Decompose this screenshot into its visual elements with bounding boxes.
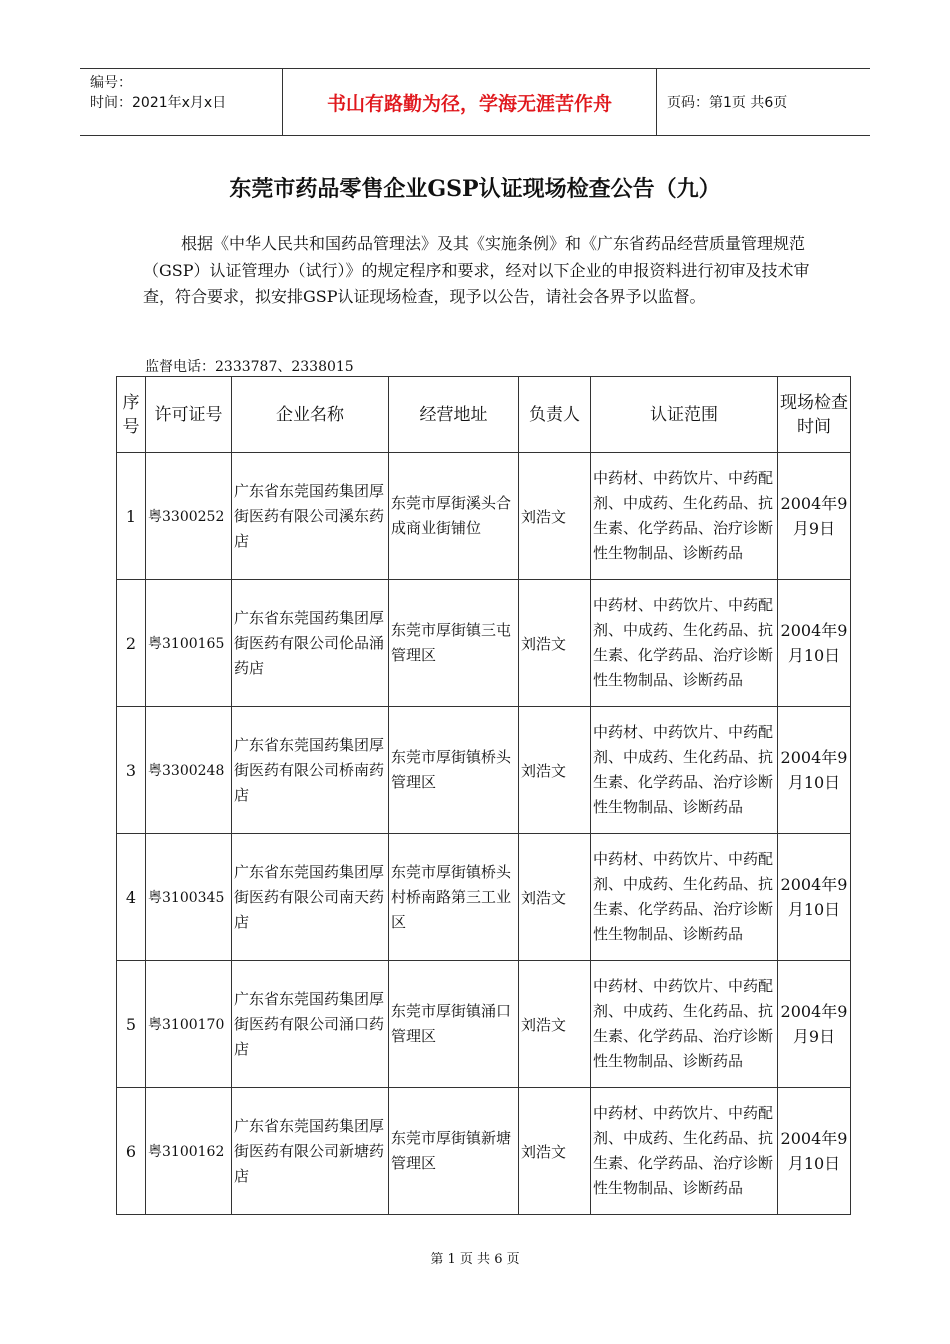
- row-license: 粤3300252: [146, 453, 232, 580]
- row-address: 东莞市厚街镇涌口管理区: [389, 961, 519, 1088]
- row-address: 东莞市厚街镇新塘管理区: [389, 1088, 519, 1215]
- page-footer: 第 1 页 共 6 页: [430, 1252, 520, 1267]
- table-row: [117, 453, 851, 580]
- row-address: 东莞市厚街镇三屯管理区: [389, 580, 519, 707]
- inspection-table: [116, 376, 851, 1215]
- document-header: [80, 68, 870, 136]
- row-person: 刘浩文: [519, 580, 591, 707]
- document-title: 东莞市药品零售企业GSP认证现场检查公告（九）: [229, 176, 721, 202]
- table-row: [117, 1088, 851, 1215]
- row-person: 刘浩文: [519, 1088, 591, 1215]
- row-license: 粤3100170: [146, 961, 232, 1088]
- header-meta: [80, 69, 282, 135]
- col-header-date: 现场检查时间: [778, 377, 851, 453]
- row-no: 1: [117, 453, 146, 580]
- row-date: 2004年9月10日: [778, 580, 851, 707]
- intro-text: 根据《中华人民共和国药品管理法》及其《实施条例》和《广东省药品经营质量管理规范（GSP）认证管理办（试行）》的规定程序和要求，经对以下企业的申报资料进行初审及技术审查，符合要求，拟安排GSP认证现场检查，现予以公告，请社会各界予以监督。: [143, 234, 810, 306]
- col-header-scope: 认证范围: [591, 377, 778, 453]
- row-no: 2: [117, 580, 146, 707]
- intro-paragraph: [143, 231, 815, 311]
- row-scope: 中药材、中药饮片、中药配剂、中成药、生化药品、抗生素、化学药品、治疗诊断性生物制品、诊断药品: [591, 1088, 778, 1215]
- row-person: 刘浩文: [519, 961, 591, 1088]
- row-scope: 中药材、中药饮片、中药配剂、中成药、生化药品、抗生素、化学药品、治疗诊断性生物制品、诊断药品: [591, 707, 778, 834]
- row-scope: 中药材、中药饮片、中药配剂、中成药、生化药品、抗生素、化学药品、治疗诊断性生物制品、诊断药品: [591, 453, 778, 580]
- row-name: 广东省东莞国药集团厚街医药有限公司溪东药店: [232, 453, 389, 580]
- date-label: 时间：2021年x月x日: [90, 95, 227, 111]
- row-person: 刘浩文: [519, 453, 591, 580]
- table-row: [117, 580, 851, 707]
- row-date: 2004年9月9日: [778, 453, 851, 580]
- row-license: 粤3300248: [146, 707, 232, 834]
- col-header-person: 负责人: [519, 377, 591, 453]
- table-row: [117, 707, 851, 834]
- row-person: 刘浩文: [519, 834, 591, 961]
- row-no: 6: [117, 1088, 146, 1215]
- row-license: 粤3100165: [146, 580, 232, 707]
- row-name: 广东省东莞国药集团厚街医药有限公司伦品涌药店: [232, 580, 389, 707]
- col-header-address: 经营地址: [389, 377, 519, 453]
- header-page-info: 页码：第1页 共6页: [667, 95, 788, 111]
- row-scope: 中药材、中药饮片、中药配剂、中成药、生化药品、抗生素、化学药品、治疗诊断性生物制品、诊断药品: [591, 580, 778, 707]
- row-name: 广东省东莞国药集团厚街医药有限公司南天药店: [232, 834, 389, 961]
- row-address: 东莞市厚街溪头合成商业街铺位: [389, 453, 519, 580]
- table-header-row: [117, 377, 851, 453]
- row-name: 广东省东莞国药集团厚街医药有限公司新塘药店: [232, 1088, 389, 1215]
- supervision-phone: 监督电话：2333787、2338015: [145, 359, 354, 375]
- col-header-name: 企业名称: [232, 377, 389, 453]
- row-name: 广东省东莞国药集团厚街医药有限公司涌口药店: [232, 961, 389, 1088]
- number-label: 编号：: [90, 75, 132, 91]
- row-address: 东莞市厚街镇桥头管理区: [389, 707, 519, 834]
- row-no: 4: [117, 834, 146, 961]
- row-no: 5: [117, 961, 146, 1088]
- row-scope: 中药材、中药饮片、中药配剂、中成药、生化药品、抗生素、化学药品、治疗诊断性生物制品、诊断药品: [591, 961, 778, 1088]
- row-license: 粤3100345: [146, 834, 232, 961]
- header-slogan: 书山有路勤为径，学海无涯苦作舟: [282, 69, 657, 135]
- row-date: 2004年9月10日: [778, 1088, 851, 1215]
- row-license: 粤3100162: [146, 1088, 232, 1215]
- row-address: 东莞市厚街镇桥头村桥南路第三工业区: [389, 834, 519, 961]
- table-row: [117, 834, 851, 961]
- row-date: 2004年9月10日: [778, 834, 851, 961]
- row-name: 广东省东莞国药集团厚街医药有限公司桥南药店: [232, 707, 389, 834]
- table-row: [117, 961, 851, 1088]
- row-no: 3: [117, 707, 146, 834]
- row-date: 2004年9月9日: [778, 961, 851, 1088]
- row-person: 刘浩文: [519, 707, 591, 834]
- col-header-no: 序号: [117, 377, 146, 453]
- row-scope: 中药材、中药饮片、中药配剂、中成药、生化药品、抗生素、化学药品、治疗诊断性生物制品、诊断药品: [591, 834, 778, 961]
- row-date: 2004年9月10日: [778, 707, 851, 834]
- col-header-license: 许可证号: [146, 377, 232, 453]
